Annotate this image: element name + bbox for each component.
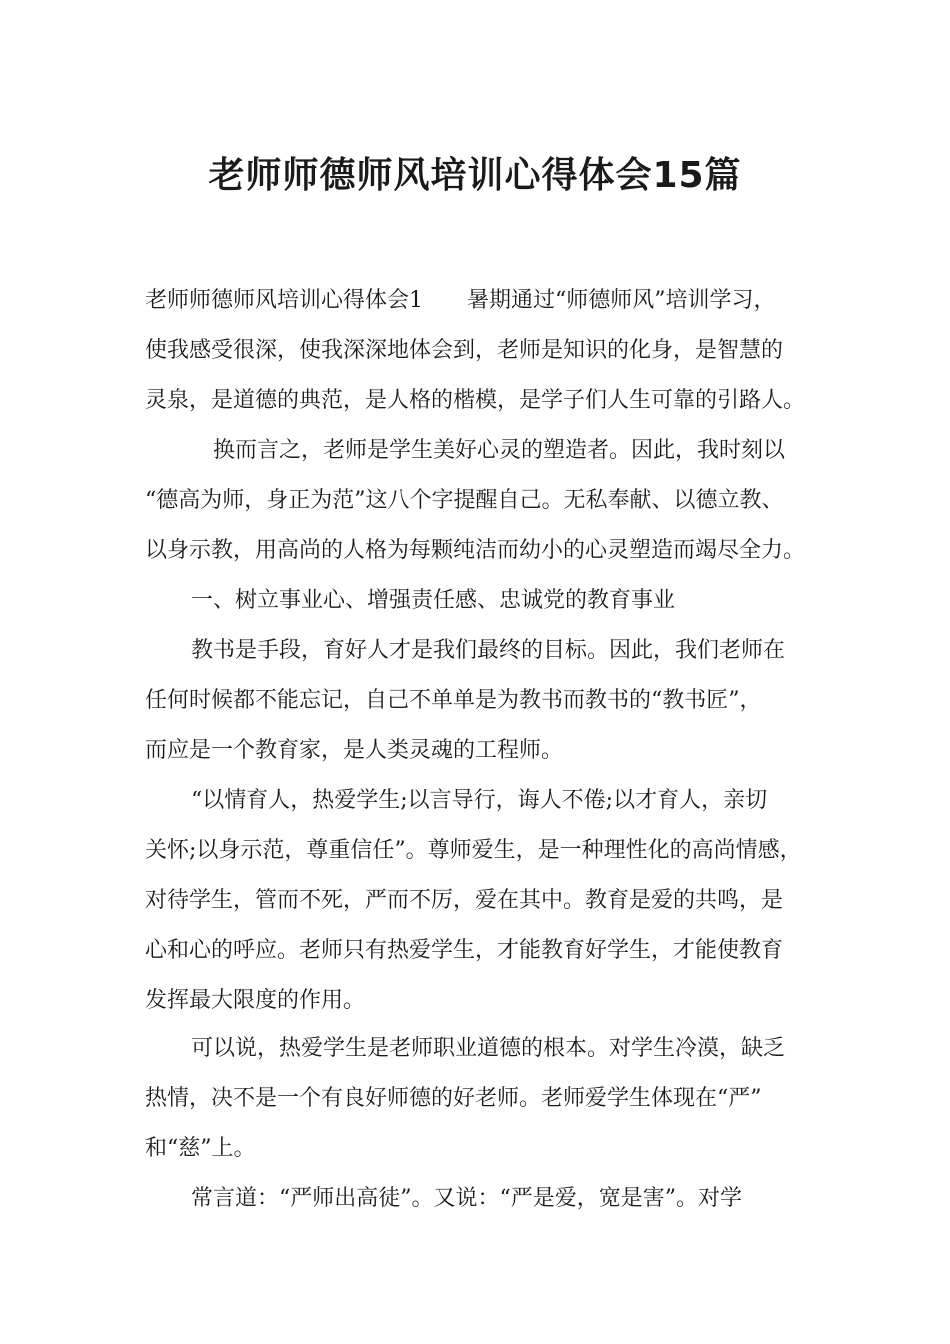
text-line: 一、树立事业心、增强责任感、忠诚党的教育事业 — [191, 588, 676, 613]
text-line: 发挥最大限度的作用。 — [145, 988, 366, 1013]
text-line: 老师师德师风培训心得体会1 暑期通过“师德师风”培训学习， — [145, 288, 776, 313]
paragraph-5 — [145, 1024, 825, 1174]
section-heading — [145, 576, 825, 626]
text-line: 教书是手段，育好人才是我们最终的目标。因此，我们老师在 — [191, 638, 786, 663]
text-line: 使我感受很深，使我深深地体会到，老师是知识的化身，是智慧的 — [145, 338, 784, 363]
paragraph-1 — [145, 276, 825, 426]
paragraph-3 — [145, 626, 825, 776]
text-line: 心和心的呼应。老师只有热爱学生，才能教育好学生，才能使教育 — [145, 938, 784, 963]
paragraph-4 — [145, 776, 825, 1026]
text-line: 任何时候都不能忘记，自己不单单是为教书而教书的“教书匠”， — [145, 688, 762, 713]
text-line: 换而言之，老师是学生美好心灵的塑造者。因此，我时刻以 — [191, 438, 786, 463]
text-line: 热情，决不是一个有良好师德的好老师。老师爱学生体现在“严” — [145, 1086, 762, 1111]
text-line: 灵泉，是道德的典范，是人格的楷模，是学子们人生可靠的引路人。 — [145, 388, 806, 413]
text-line: 可以说，热爱学生是老师职业道德的根本。对学生冷漠，缺乏 — [191, 1036, 786, 1061]
text-line: 而应是一个教育家，是人类灵魂的工程师。 — [145, 738, 564, 763]
text-line: 和“慈”上。 — [145, 1136, 256, 1161]
text-line: 常言道：“严师出高徒”。又说：“严是爱，宽是害”。对学 — [191, 1186, 742, 1211]
document-title: 老师师德师风培训心得体会15篇 — [208, 155, 742, 197]
paragraph-2 — [145, 426, 825, 576]
paragraph-6 — [145, 1174, 825, 1224]
text-line: 关怀;以身示范，尊重信任”。尊师爱生，是一种理性化的高尚情感， — [145, 838, 802, 863]
text-line: “以情育人，热爱学生;以言导行，诲人不倦;以才育人，亲切 — [191, 788, 768, 813]
text-line: 以身示教，用高尚的人格为每颗纯洁而幼小的心灵塑造而竭尽全力。 — [145, 538, 806, 563]
text-line: “德高为师，身正为范”这八个字提醒自己。无私奉献、以德立教、 — [145, 488, 784, 513]
text-line: 对待学生，管而不死，严而不厉，爱在其中。教育是爱的共鸣，是 — [145, 888, 784, 913]
